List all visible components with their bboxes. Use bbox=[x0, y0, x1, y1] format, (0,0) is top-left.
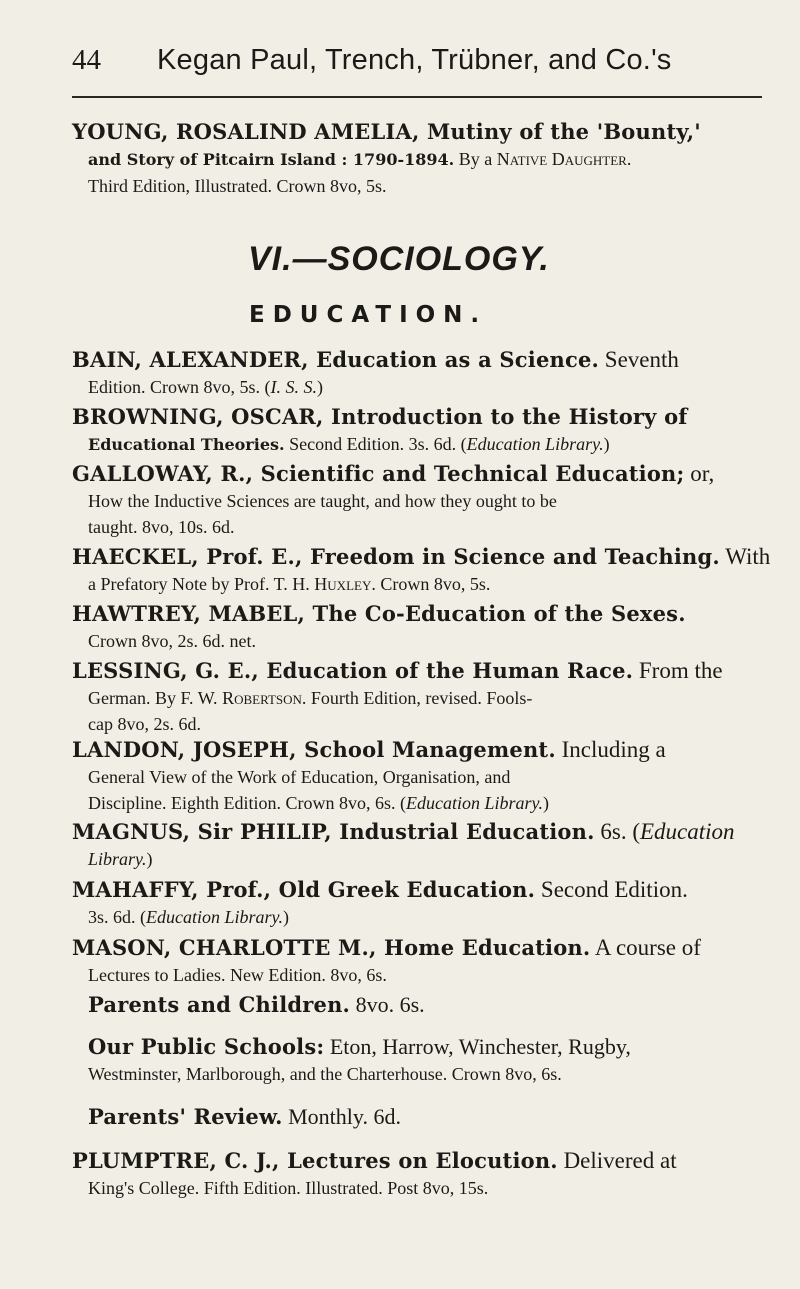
entry-title: Parents' Review. bbox=[88, 1104, 283, 1129]
entry-details: General View of the Work of Education, Organisation, and bbox=[88, 767, 511, 787]
running-head bbox=[72, 44, 762, 84]
entry-plumptre bbox=[72, 1147, 770, 1201]
entry-browning bbox=[72, 403, 770, 458]
entry-parents-review bbox=[72, 1103, 770, 1131]
entry-details: King's College. Fifth Edition. Illustrated. Post 8vo, 15s. bbox=[88, 1178, 489, 1198]
page-number: 44 bbox=[72, 44, 101, 76]
entry-head: PLUMPTRE, C. J., bbox=[72, 1148, 280, 1173]
entry-mason bbox=[72, 934, 770, 988]
entry-details-end: ) bbox=[317, 377, 323, 397]
entry-head: LESSING, G. E., bbox=[72, 658, 259, 683]
entry-galloway bbox=[72, 460, 770, 540]
entry-title-rest: From the bbox=[633, 658, 723, 683]
entry-details: Discipline. Eighth Edition. Crown 8vo, 6s. ( bbox=[88, 793, 406, 813]
entry-bain bbox=[72, 346, 770, 400]
entry-details-end: Fourth Edition, revised. Fools- bbox=[306, 688, 533, 708]
entry-head: MAGNUS, Sir PHILIP, bbox=[72, 819, 332, 844]
entry-subtitle: and Story of Pitcairn Island : 1790-1894. bbox=[88, 150, 455, 169]
entry-details: Edition. Crown 8vo, 5s. ( bbox=[88, 377, 271, 397]
entry-magnus bbox=[72, 818, 770, 872]
entry-young bbox=[72, 118, 770, 199]
entry-landon bbox=[72, 736, 770, 816]
entry-head: MAHAFFY, Prof., bbox=[72, 877, 272, 902]
entry-details: Lectures to Ladies. New Edition. 8vo, 6s. bbox=[88, 965, 387, 985]
entry-series-cont: Library. bbox=[88, 849, 147, 869]
entry-title-rest: Eton, Harrow, Winchester, Rugby, bbox=[324, 1034, 631, 1059]
entry-title: The Co-Education of the Sexes. bbox=[305, 601, 686, 626]
entry-head: HAWTREY, MABEL, bbox=[72, 601, 306, 626]
entry-title: Home Education. bbox=[376, 935, 591, 960]
entry-title: Scientific and Technical Education; bbox=[253, 461, 685, 486]
entry-details: cap 8vo, 2s. 6d. bbox=[88, 714, 201, 734]
entry-hawtrey bbox=[72, 600, 770, 654]
entry-public-schools bbox=[72, 1033, 770, 1087]
entry-title: Parents and Children. bbox=[88, 992, 351, 1017]
entry-details: Second Edition. 3s. 6d. ( bbox=[284, 434, 467, 454]
entry-series: Education Library. bbox=[405, 793, 543, 813]
entry-edition: Second Edition. bbox=[535, 877, 688, 902]
entry-author: Native Daughter. bbox=[496, 149, 632, 169]
entry-edition: Seventh bbox=[599, 347, 679, 372]
entry-head: LANDON, JOSEPH, bbox=[72, 737, 297, 762]
section-heading: VI.—SOCIOLOGY. bbox=[248, 240, 550, 278]
entry-details-end: Crown 8vo, 5s. bbox=[375, 574, 491, 594]
entry-details: Monthly. 6d. bbox=[282, 1104, 401, 1129]
entry-details: taught. 8vo, 10s. 6d. bbox=[88, 517, 235, 537]
entry-parents-and-children bbox=[72, 991, 770, 1019]
entry-title: Mutiny of the 'Bounty,' bbox=[419, 119, 701, 144]
entry-title: Industrial Education. bbox=[331, 819, 595, 844]
entry-details: a Prefatory Note by Prof. T. H. bbox=[88, 574, 315, 594]
entry-mahaffy bbox=[72, 876, 770, 930]
entry-details: Westminster, Marlborough, and the Charterhouse. Crown 8vo, 6s. bbox=[88, 1064, 562, 1084]
entry-title: Introduction to the History of bbox=[323, 404, 688, 429]
entry-author: Huxley. bbox=[314, 574, 376, 594]
entry-details: How the Inductive Sciences are taught, and how they ought to be bbox=[88, 491, 557, 511]
entry-series: I. S. S. bbox=[270, 377, 317, 397]
entry-title-cont: Educational Theories. bbox=[88, 435, 285, 454]
entry-details: Crown 8vo, 2s. 6d. net. bbox=[88, 631, 256, 651]
entry-head: MASON, CHARLOTTE M., bbox=[72, 935, 377, 960]
entry-title: School Management. bbox=[296, 737, 556, 762]
entry-title-rest: With bbox=[719, 544, 771, 569]
running-head-title: Kegan Paul, Trench, Trübner, and Co.'s bbox=[157, 44, 672, 76]
entry-series: Education bbox=[640, 819, 735, 844]
entry-title-rest: Delivered at bbox=[557, 1148, 677, 1173]
entry-details: 3s. 6d. ( bbox=[88, 907, 146, 927]
entry-details: 8vo. 6s. bbox=[350, 992, 425, 1017]
section-subheading: EDUCATION. bbox=[249, 302, 488, 328]
entry-details: Third Edition, Illustrated. Crown 8vo, 5s. bbox=[88, 176, 387, 196]
header-rule bbox=[72, 96, 762, 98]
entry-author: Robertson. bbox=[222, 688, 307, 708]
entry-details-end: ) bbox=[146, 849, 153, 869]
entry-details: German. By F. W. bbox=[88, 688, 223, 708]
entry-series: Education Library. bbox=[466, 434, 604, 454]
entry-title: Lectures on Elocution. bbox=[279, 1148, 558, 1173]
entry-details-end: ) bbox=[543, 793, 549, 813]
entry-title-rest: or, bbox=[684, 461, 715, 486]
entry-series: Education Library. bbox=[146, 907, 284, 927]
entry-price: 6s. ( bbox=[594, 819, 640, 844]
entry-title: Old Greek Education. bbox=[271, 877, 536, 902]
entry-head: BROWNING, OSCAR, bbox=[72, 404, 324, 429]
entry-title: Education as a Science. bbox=[308, 347, 600, 372]
entry-title-rest: A course of bbox=[590, 935, 701, 960]
entry-head: YOUNG, ROSALIND AMELIA, bbox=[72, 119, 420, 144]
entry-head: BAIN, ALEXANDER, bbox=[72, 347, 309, 372]
entry-details-end: ) bbox=[283, 907, 290, 927]
entry-title: Our Public Schools: bbox=[88, 1034, 325, 1059]
entry-title-rest: Including a bbox=[555, 737, 666, 762]
entry-details-end: ) bbox=[603, 434, 610, 454]
entry-title: Freedom in Science and Teaching. bbox=[302, 544, 720, 569]
entry-head: GALLOWAY, R., bbox=[72, 461, 254, 486]
entry-by: By a bbox=[454, 149, 497, 169]
entry-lessing bbox=[72, 657, 770, 737]
entry-title: Education of the Human Race. bbox=[258, 658, 634, 683]
entry-head: HAECKEL, Prof. E., bbox=[72, 544, 303, 569]
entry-haeckel bbox=[72, 543, 770, 597]
